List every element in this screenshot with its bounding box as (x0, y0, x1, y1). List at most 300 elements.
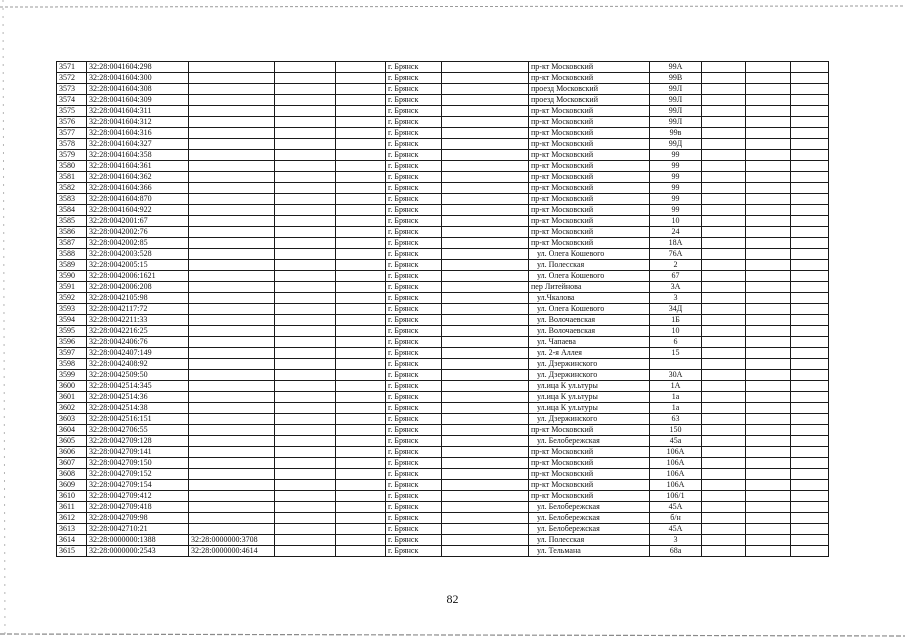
house-number-cell: 99Л (650, 84, 702, 95)
empty-cell (442, 491, 529, 502)
empty-cell (442, 172, 529, 183)
house-number-cell: 99Д (650, 139, 702, 150)
empty-cell (275, 370, 336, 381)
empty-cell (275, 458, 336, 469)
empty-cell (442, 513, 529, 524)
parent-cadastral-number-cell (189, 161, 275, 172)
empty-cell (442, 469, 529, 480)
street-cell: пр-кт Московский (529, 205, 650, 216)
house-number-cell: 99 (650, 194, 702, 205)
empty-cell (442, 238, 529, 249)
empty-cell (275, 403, 336, 414)
empty-cell (702, 370, 746, 381)
row-number-cell: 3587 (57, 238, 87, 249)
cadastral-number-cell: 32:28:0042002:85 (87, 238, 189, 249)
city-cell: г. Брянск (386, 458, 442, 469)
empty-cell (791, 304, 829, 315)
empty-cell (275, 359, 336, 370)
city-cell: г. Брянск (386, 315, 442, 326)
empty-cell (791, 172, 829, 183)
street-cell: пр-кт Московский (529, 425, 650, 436)
empty-cell (746, 491, 791, 502)
empty-cell (702, 425, 746, 436)
city-cell: г. Брянск (386, 84, 442, 95)
table-row (57, 205, 829, 216)
cadastral-number-cell: 32:28:0042006:1621 (87, 271, 189, 282)
table-row (57, 238, 829, 249)
empty-cell (702, 359, 746, 370)
empty-cell (746, 73, 791, 84)
empty-cell (442, 216, 529, 227)
empty-cell (702, 337, 746, 348)
empty-cell (336, 425, 386, 436)
empty-cell (336, 282, 386, 293)
street-cell: ул. Белобережская (529, 502, 650, 513)
empty-cell (275, 491, 336, 502)
parent-cadastral-number-cell (189, 293, 275, 304)
street-cell: пр-кт Московский (529, 227, 650, 238)
empty-cell (275, 216, 336, 227)
parent-cadastral-number-cell (189, 447, 275, 458)
table-row (57, 293, 829, 304)
cadastral-number-cell: 32:28:0042406:76 (87, 337, 189, 348)
house-number-cell: 106А (650, 469, 702, 480)
empty-cell (746, 480, 791, 491)
parent-cadastral-number-cell (189, 150, 275, 161)
empty-cell (442, 381, 529, 392)
empty-cell (275, 95, 336, 106)
empty-cell (442, 117, 529, 128)
table-row (57, 117, 829, 128)
empty-cell (275, 271, 336, 282)
row-number-cell: 3590 (57, 271, 87, 282)
street-cell: пр-кт Московский (529, 469, 650, 480)
empty-cell (336, 238, 386, 249)
empty-cell (702, 447, 746, 458)
cadastral-number-cell: 32:28:0041604:316 (87, 128, 189, 139)
parent-cadastral-number-cell (189, 304, 275, 315)
parent-cadastral-number-cell (189, 249, 275, 260)
empty-cell (336, 535, 386, 546)
empty-cell (275, 249, 336, 260)
empty-cell (336, 359, 386, 370)
empty-cell (275, 117, 336, 128)
house-number-cell: 15 (650, 348, 702, 359)
empty-cell (746, 414, 791, 425)
house-number-cell: 99 (650, 205, 702, 216)
city-cell: г. Брянск (386, 172, 442, 183)
empty-cell (791, 403, 829, 414)
city-cell: г. Брянск (386, 117, 442, 128)
street-cell: пр-кт Московский (529, 458, 650, 469)
empty-cell (442, 480, 529, 491)
house-number-cell: б/н (650, 513, 702, 524)
empty-cell (336, 524, 386, 535)
empty-cell (746, 370, 791, 381)
row-number-cell: 3588 (57, 249, 87, 260)
empty-cell (791, 183, 829, 194)
empty-cell (746, 216, 791, 227)
row-number-cell: 3585 (57, 216, 87, 227)
empty-cell (336, 150, 386, 161)
street-cell: пр-кт Московский (529, 62, 650, 73)
cadastral-number-cell: 32:28:0042408:92 (87, 359, 189, 370)
street-cell: ул. Чапаева (529, 337, 650, 348)
empty-cell (702, 480, 746, 491)
cadastral-number-cell: 32:28:0042710:21 (87, 524, 189, 535)
empty-cell (442, 249, 529, 260)
cadastral-number-cell: 32:28:0042001:67 (87, 216, 189, 227)
cadastral-number-cell: 32:28:0041604:362 (87, 172, 189, 183)
empty-cell (746, 172, 791, 183)
house-number-cell: 106А (650, 480, 702, 491)
city-cell: г. Брянск (386, 271, 442, 282)
empty-cell (791, 502, 829, 513)
city-cell: г. Брянск (386, 128, 442, 139)
empty-cell (746, 348, 791, 359)
parent-cadastral-number-cell (189, 139, 275, 150)
empty-cell (746, 293, 791, 304)
table-row (57, 216, 829, 227)
street-cell: ул. Волочаевская (529, 326, 650, 337)
parent-cadastral-number-cell (189, 282, 275, 293)
house-number-cell: 99 (650, 172, 702, 183)
city-cell: г. Брянск (386, 524, 442, 535)
city-cell: г. Брянск (386, 502, 442, 513)
empty-cell (746, 227, 791, 238)
row-number-cell: 3608 (57, 469, 87, 480)
table-row (57, 337, 829, 348)
parent-cadastral-number-cell (189, 205, 275, 216)
city-cell: г. Брянск (386, 62, 442, 73)
empty-cell (746, 238, 791, 249)
empty-cell (275, 436, 336, 447)
empty-cell (336, 447, 386, 458)
empty-cell (791, 546, 829, 557)
house-number-cell: 99 (650, 150, 702, 161)
parent-cadastral-number-cell: 32:28:0000000:3708 (189, 535, 275, 546)
empty-cell (275, 62, 336, 73)
empty-cell (702, 282, 746, 293)
empty-cell (702, 414, 746, 425)
empty-cell (702, 348, 746, 359)
empty-cell (791, 348, 829, 359)
cadastral-number-cell: 32:28:0042216:25 (87, 326, 189, 337)
table-row (57, 370, 829, 381)
empty-cell (336, 370, 386, 381)
empty-cell (791, 469, 829, 480)
empty-cell (702, 249, 746, 260)
cadastral-number-cell: 32:28:0042514:345 (87, 381, 189, 392)
parent-cadastral-number-cell (189, 216, 275, 227)
house-number-cell: 1а (650, 403, 702, 414)
row-number-cell: 3611 (57, 502, 87, 513)
house-number-cell: 99 (650, 161, 702, 172)
house-number-cell: 45А (650, 524, 702, 535)
row-number-cell: 3614 (57, 535, 87, 546)
table-row (57, 304, 829, 315)
street-cell: ул. Полесская (529, 535, 650, 546)
empty-cell (275, 326, 336, 337)
city-cell: г. Брянск (386, 150, 442, 161)
empty-cell (702, 546, 746, 557)
parent-cadastral-number-cell (189, 370, 275, 381)
house-number-cell: 2 (650, 260, 702, 271)
empty-cell (746, 469, 791, 480)
row-number-cell: 3578 (57, 139, 87, 150)
row-number-cell: 3573 (57, 84, 87, 95)
empty-cell (746, 128, 791, 139)
house-number-cell: 99в (650, 128, 702, 139)
empty-cell (702, 117, 746, 128)
empty-cell (791, 282, 829, 293)
empty-cell (746, 84, 791, 95)
house-number-cell: 106А (650, 458, 702, 469)
parent-cadastral-number-cell (189, 403, 275, 414)
empty-cell (336, 480, 386, 491)
parent-cadastral-number-cell (189, 73, 275, 84)
empty-cell (746, 205, 791, 216)
street-cell: ул.ица К ул.ьтуры (529, 381, 650, 392)
empty-cell (442, 414, 529, 425)
empty-cell (336, 249, 386, 260)
empty-cell (702, 150, 746, 161)
empty-cell (746, 249, 791, 260)
city-cell: г. Брянск (386, 73, 442, 84)
house-number-cell: 18А (650, 238, 702, 249)
empty-cell (275, 293, 336, 304)
empty-cell (746, 425, 791, 436)
table-row (57, 150, 829, 161)
empty-cell (791, 392, 829, 403)
street-cell: пр-кт Московский (529, 194, 650, 205)
empty-cell (275, 205, 336, 216)
empty-cell (442, 326, 529, 337)
city-cell: г. Брянск (386, 535, 442, 546)
empty-cell (702, 381, 746, 392)
empty-cell (702, 436, 746, 447)
empty-cell (746, 326, 791, 337)
house-number-cell (650, 359, 702, 370)
empty-cell (746, 436, 791, 447)
row-number-cell: 3603 (57, 414, 87, 425)
empty-cell (336, 260, 386, 271)
empty-cell (746, 535, 791, 546)
cadastral-number-cell: 32:28:0042514:36 (87, 392, 189, 403)
empty-cell (791, 106, 829, 117)
table-row (57, 348, 829, 359)
empty-cell (336, 326, 386, 337)
empty-cell (791, 370, 829, 381)
empty-cell (275, 84, 336, 95)
street-cell: ул. Дзержинского (529, 370, 650, 381)
empty-cell (336, 458, 386, 469)
empty-cell (791, 205, 829, 216)
row-number-cell: 3576 (57, 117, 87, 128)
empty-cell (791, 249, 829, 260)
empty-cell (702, 106, 746, 117)
empty-cell (791, 271, 829, 282)
empty-cell (336, 84, 386, 95)
city-cell: г. Брянск (386, 304, 442, 315)
empty-cell (442, 370, 529, 381)
empty-cell (442, 84, 529, 95)
table-row (57, 546, 829, 557)
empty-cell (702, 172, 746, 183)
row-number-cell: 3606 (57, 447, 87, 458)
empty-cell (702, 535, 746, 546)
empty-cell (791, 293, 829, 304)
cadastral-number-cell: 32:28:0042709:98 (87, 513, 189, 524)
empty-cell (275, 502, 336, 513)
empty-cell (702, 315, 746, 326)
table-row (57, 326, 829, 337)
table-row (57, 502, 829, 513)
empty-cell (791, 447, 829, 458)
row-number-cell: 3598 (57, 359, 87, 370)
cadastral-number-cell: 32:28:0042706:55 (87, 425, 189, 436)
street-cell: пр-кт Московский (529, 238, 650, 249)
empty-cell (336, 95, 386, 106)
empty-cell (702, 403, 746, 414)
house-number-cell: 68а (650, 546, 702, 557)
cadastral-number-cell: 32:28:0041604:312 (87, 117, 189, 128)
empty-cell (442, 95, 529, 106)
parent-cadastral-number-cell (189, 84, 275, 95)
empty-cell (275, 337, 336, 348)
row-number-cell: 3593 (57, 304, 87, 315)
empty-cell (336, 73, 386, 84)
parent-cadastral-number-cell (189, 491, 275, 502)
row-number-cell: 3580 (57, 161, 87, 172)
empty-cell (746, 315, 791, 326)
empty-cell (791, 491, 829, 502)
street-cell: ул. Белобережская (529, 436, 650, 447)
table-row (57, 139, 829, 150)
row-number-cell: 3592 (57, 293, 87, 304)
parent-cadastral-number-cell (189, 359, 275, 370)
empty-cell (275, 183, 336, 194)
street-cell: ул. Олега Кошевого (529, 304, 650, 315)
empty-cell (702, 502, 746, 513)
empty-cell (442, 425, 529, 436)
row-number-cell: 3600 (57, 381, 87, 392)
row-number-cell: 3604 (57, 425, 87, 436)
empty-cell (746, 161, 791, 172)
street-cell: пр-кт Московский (529, 491, 650, 502)
empty-cell (746, 337, 791, 348)
row-number-cell: 3605 (57, 436, 87, 447)
city-cell: г. Брянск (386, 95, 442, 106)
empty-cell (791, 315, 829, 326)
cadastral-number-cell: 32:28:0041604:298 (87, 62, 189, 73)
empty-cell (746, 271, 791, 282)
empty-cell (336, 128, 386, 139)
empty-cell (702, 139, 746, 150)
empty-cell (442, 304, 529, 315)
empty-cell (791, 535, 829, 546)
empty-cell (442, 436, 529, 447)
table-row (57, 62, 829, 73)
city-cell: г. Брянск (386, 194, 442, 205)
empty-cell (791, 381, 829, 392)
row-number-cell: 3597 (57, 348, 87, 359)
cadastral-number-cell: 32:28:0041604:308 (87, 84, 189, 95)
empty-cell (702, 469, 746, 480)
row-number-cell: 3582 (57, 183, 87, 194)
street-cell: пр-кт Московский (529, 172, 650, 183)
empty-cell (275, 304, 336, 315)
empty-cell (702, 62, 746, 73)
empty-cell (275, 194, 336, 205)
empty-cell (702, 205, 746, 216)
empty-cell (791, 139, 829, 150)
empty-cell (442, 348, 529, 359)
cadastral-number-cell: 32:28:0041604:309 (87, 95, 189, 106)
house-number-cell: 34Д (650, 304, 702, 315)
empty-cell (336, 381, 386, 392)
empty-cell (791, 436, 829, 447)
street-cell: пр-кт Московский (529, 161, 650, 172)
cadastral-register-table (56, 61, 829, 557)
empty-cell (702, 524, 746, 535)
empty-cell (791, 227, 829, 238)
empty-cell (746, 139, 791, 150)
city-cell: г. Брянск (386, 469, 442, 480)
empty-cell (442, 458, 529, 469)
empty-cell (442, 150, 529, 161)
row-number-cell: 3575 (57, 106, 87, 117)
table-row (57, 227, 829, 238)
house-number-cell: 1Б (650, 315, 702, 326)
street-cell: пр-кт Московский (529, 106, 650, 117)
empty-cell (336, 161, 386, 172)
empty-cell (702, 491, 746, 502)
city-cell: г. Брянск (386, 425, 442, 436)
house-number-cell: 99Л (650, 95, 702, 106)
row-number-cell: 3595 (57, 326, 87, 337)
row-number-cell: 3579 (57, 150, 87, 161)
empty-cell (746, 282, 791, 293)
city-cell: г. Брянск (386, 161, 442, 172)
empty-cell (442, 293, 529, 304)
empty-cell (336, 194, 386, 205)
row-number-cell: 3591 (57, 282, 87, 293)
empty-cell (442, 161, 529, 172)
city-cell: г. Брянск (386, 260, 442, 271)
cadastral-number-cell: 32:28:0042709:150 (87, 458, 189, 469)
empty-cell (791, 359, 829, 370)
empty-cell (702, 95, 746, 106)
empty-cell (442, 546, 529, 557)
street-cell: пер Литейнова (529, 282, 650, 293)
empty-cell (791, 62, 829, 73)
empty-cell (442, 139, 529, 150)
empty-cell (791, 326, 829, 337)
empty-cell (702, 293, 746, 304)
table-row (57, 128, 829, 139)
register-rows (57, 62, 829, 557)
empty-cell (336, 293, 386, 304)
cadastral-number-cell: 32:28:0000000:2543 (87, 546, 189, 557)
city-cell: г. Брянск (386, 238, 442, 249)
street-cell: пр-кт Московский (529, 128, 650, 139)
cadastral-number-cell: 32:28:0042709:418 (87, 502, 189, 513)
house-number-cell: 106/1 (650, 491, 702, 502)
table-row (57, 447, 829, 458)
empty-cell (702, 513, 746, 524)
table-row (57, 458, 829, 469)
